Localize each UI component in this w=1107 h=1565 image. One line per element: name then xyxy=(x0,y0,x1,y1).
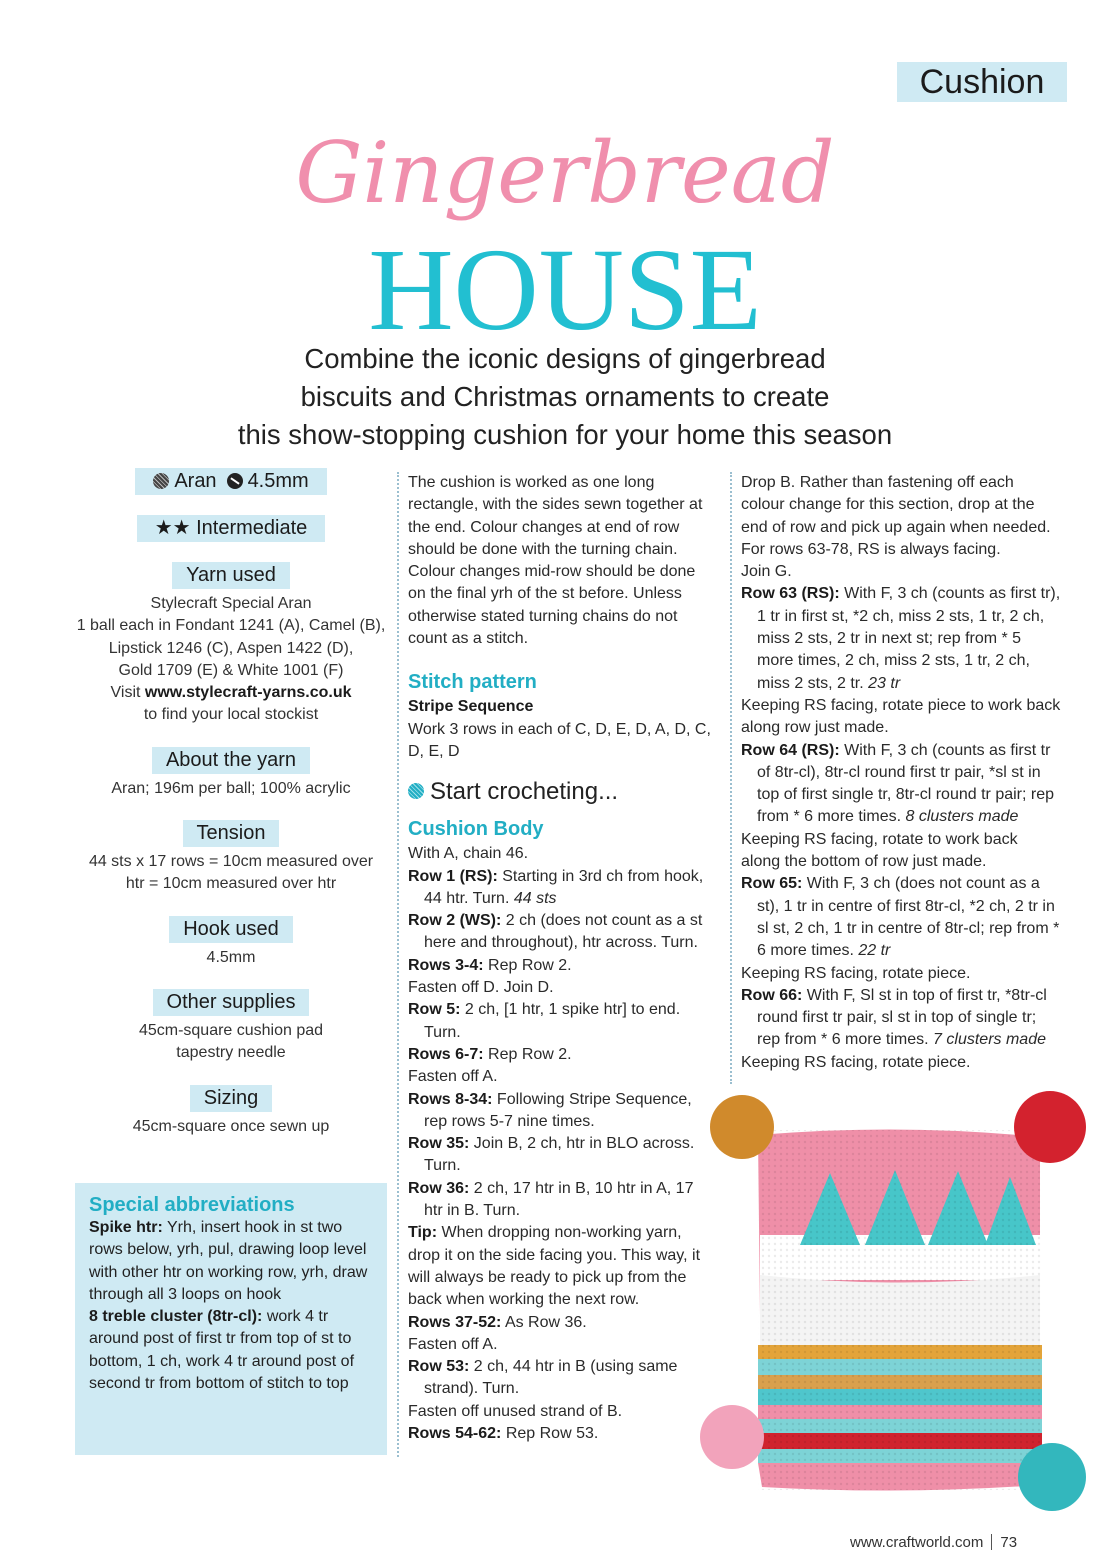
visit-line xyxy=(75,682,387,704)
pattern-intro: The cushion is worked as one long rectangle, with the sides sewn together at the end. Colour changes at end of row should be done with the turning chain. Colour changes mid-row should be done on the final yrh of the st before. Unless otherwise stated turning chains do not count as a stitch. xyxy=(408,474,703,648)
hook-used-section xyxy=(75,916,387,969)
row-text: Rep Row 53. xyxy=(501,1424,599,1442)
row-text: As Row 36. xyxy=(501,1313,587,1331)
abbrev-text: work 4 tr around post of first tr from top of st to bottom, 1 ch, work 4 tr around post of second tr from bottom of stitch to top xyxy=(89,1308,355,1393)
row-label: Row 2 (WS): xyxy=(408,912,502,930)
row-label: Rows 6-7: xyxy=(408,1045,484,1063)
about-yarn-text: Aran; 196m per ball; 100% acrylic xyxy=(111,779,351,797)
row-35 xyxy=(408,1133,713,1178)
visit-prefix: Visit xyxy=(110,684,145,702)
supply-line: tapestry needle xyxy=(176,1044,286,1062)
yarn-line: Lipstick 1246 (C), Aspen 1422 (D), xyxy=(108,639,354,657)
row-text: With F, Sl st in top of first tr, *8tr-cl round first tr pair, sl st in top of single tr; rep from * 6 more times. xyxy=(757,986,1047,1049)
abbreviations-heading: Special abbreviations xyxy=(89,1194,295,1216)
specs-yarn-hook xyxy=(75,468,387,495)
right-column xyxy=(741,472,1061,1074)
middle-column xyxy=(408,472,713,1445)
footer-url[interactable]: www.craftworld.com xyxy=(850,1534,984,1551)
stylecraft-link[interactable]: www.stylecraft-yarns.co.uk xyxy=(144,684,352,702)
row-text: Following Stripe Sequence, rep rows 5-7 nine times. xyxy=(424,1090,692,1130)
rows-6-7 xyxy=(408,1044,713,1066)
stripe-text: Work 3 rows in each of C, D, E, D, A, D, C, D, E, D xyxy=(408,720,711,760)
title-line-1: Gingerbread xyxy=(295,124,835,222)
right-intro: Drop B. Rather than fastening off each colour change for this section, drop at the end of row and pick up again when needed. For rows 63-78, RS is always facing. xyxy=(741,474,1051,558)
row-label: Rows 8-34: xyxy=(408,1090,493,1108)
row-label: Row 65: xyxy=(741,875,803,893)
stitch-pattern-heading: Stitch pattern xyxy=(408,671,537,694)
about-yarn-heading: About the yarn xyxy=(152,747,310,774)
tension-line: htr = 10cm measured over htr xyxy=(125,875,337,893)
stripe-label-text: Stripe Sequence xyxy=(408,698,534,716)
abbrev-label: 8 treble cluster (8tr-cl): xyxy=(89,1308,263,1326)
row-2 xyxy=(408,910,713,955)
start-crocheting xyxy=(408,777,713,807)
rows-54-62 xyxy=(408,1423,713,1445)
footer-divider xyxy=(991,1534,992,1550)
abbrev-cluster xyxy=(89,1306,373,1395)
level-label: Intermediate xyxy=(196,517,308,539)
row-text: With F, 3 ch (does not count as a st), 1 tr in centre of first 8tr-cl, *2 ch, 2 tr in sl st, 2 ch, 1 tr in centre of 8tr-cl; rep from * 6 more times. xyxy=(757,875,1060,960)
row-text: Rep Row 2. xyxy=(483,956,572,974)
intro-line: Combine the iconic designs of gingerbread xyxy=(304,343,826,374)
yarn-line: 1 ball each in Fondant 1241 (A), Camel (B), xyxy=(76,617,386,635)
page-number: 73 xyxy=(1000,1534,1018,1551)
rows-3-4 xyxy=(408,955,713,977)
row-label: Row 35: xyxy=(408,1135,470,1153)
sizing-section xyxy=(75,1085,387,1138)
abbrev-text: Yrh, insert hook in st two rows below, yrh, pul, drawing loop level with other htr on working row, yrh, draw through all 3 loops on hook xyxy=(89,1219,368,1303)
column-divider xyxy=(730,472,732,1084)
yarn-used-section xyxy=(75,562,387,727)
other-supplies-heading: Other supplies xyxy=(153,989,310,1016)
keeping-note: Keeping RS facing, rotate piece. xyxy=(741,964,971,982)
level-pill xyxy=(137,515,326,542)
row-1 xyxy=(408,866,713,911)
hook-size: 4.5mm xyxy=(247,470,309,492)
intro-line: biscuits and Christmas ornaments to create xyxy=(300,381,830,412)
pompom xyxy=(700,1405,764,1469)
row-text: 2 ch, [1 htr, 1 spike htr] to end. Turn. xyxy=(424,1001,681,1041)
intro-text xyxy=(150,340,980,454)
row-note: 8 clusters made xyxy=(905,808,1019,826)
level-block xyxy=(75,515,387,542)
row-36 xyxy=(408,1178,713,1223)
row-note: 7 clusters made xyxy=(933,1031,1046,1049)
row-label: Row 53: xyxy=(408,1358,470,1376)
row-66 xyxy=(741,985,1061,1052)
tip-text: When dropping non-working yarn, drop it on the side facing you. This way, it will always be ready to pick up from the back when working the next row. xyxy=(408,1224,701,1309)
row-text: Join B, 2 ch, htr in BLO across. Turn. xyxy=(424,1135,695,1175)
yarn-weight: Aran xyxy=(174,470,217,492)
specs-pill xyxy=(135,468,326,495)
pompom xyxy=(1014,1091,1086,1163)
tip-label: Tip: xyxy=(408,1224,438,1242)
row-64 xyxy=(741,740,1061,829)
other-supplies-section xyxy=(75,989,387,1065)
page-footer xyxy=(850,1533,1017,1553)
keeping-note: Keeping RS facing, rotate to work back along the bottom of row just made. xyxy=(741,830,1018,871)
row-label: Row 66: xyxy=(741,986,803,1004)
hook-icon xyxy=(227,473,243,489)
row-65 xyxy=(741,873,1061,962)
keeping-note: Keeping RS facing, rotate piece. xyxy=(741,1053,971,1071)
yarn-used-heading: Yarn used xyxy=(172,562,290,589)
supply-line: 45cm-square cushion pad xyxy=(138,1021,324,1039)
row-label: Rows 54-62: xyxy=(408,1424,502,1442)
pompom xyxy=(710,1095,774,1159)
yarn-line: Gold 1709 (E) & White 1001 (F) xyxy=(118,661,344,679)
row-label: Row 64 (RS): xyxy=(741,741,840,759)
abbrev-spike xyxy=(89,1217,373,1306)
intro-line: this show-stopping cushion for your home this season xyxy=(237,419,893,450)
fasten-note: Fasten off A. xyxy=(408,1068,498,1086)
row-label: Row 63 (RS): xyxy=(741,585,840,603)
keeping-note: Keeping RS facing, rotate piece to work back along row just made. xyxy=(741,696,1061,737)
row-label: Row 1 (RS): xyxy=(408,867,498,885)
row-label: Row 36: xyxy=(408,1179,470,1197)
abbreviations-box xyxy=(75,1183,387,1455)
star-icon: ★★ xyxy=(154,517,191,539)
fasten-note: Fasten off A. xyxy=(408,1335,498,1353)
hook-used-heading: Hook used xyxy=(169,916,293,943)
tip xyxy=(408,1222,713,1311)
row-text: With F, 3 ch (counts as first tr of 8tr-cl), 8tr-cl round first tr pair, *sl st in top of first single tr, 8tr-cl round tr pair; rep from * 6 more times. xyxy=(757,741,1055,826)
row-text: 2 ch, 44 htr in B (using same strand). Turn. xyxy=(424,1358,678,1398)
hook-used-text: 4.5mm xyxy=(206,948,256,966)
rows-8-34 xyxy=(408,1089,713,1134)
abbrev-label: Spike htr: xyxy=(89,1219,163,1236)
row-5 xyxy=(408,999,713,1044)
sizing-heading: Sizing xyxy=(190,1085,272,1112)
tension-line: 44 sts x 17 rows = 10cm measured over xyxy=(88,853,374,871)
tension-section xyxy=(75,820,387,896)
row-note: 23 tr xyxy=(868,674,901,692)
sizing-text: 45cm-square once sewn up xyxy=(132,1117,330,1135)
title-line-2: HOUSE xyxy=(368,224,762,355)
row-63 xyxy=(741,583,1061,694)
row-label: Row 5: xyxy=(408,1001,461,1019)
fasten-note: Fasten off D. Join D. xyxy=(408,979,554,997)
row-label: Rows 3-4: xyxy=(408,956,484,974)
yarn-ball-icon xyxy=(408,783,424,799)
cushion-body-heading: Cushion Body xyxy=(408,818,544,841)
row-text: 2 ch (does not count as a st here and throughout), htr across. Turn. xyxy=(424,912,703,952)
column-divider xyxy=(397,472,399,1457)
row-label: Rows 37-52: xyxy=(408,1313,502,1331)
tension-heading: Tension xyxy=(183,820,280,847)
row-text: 2 ch, 17 htr in B, 10 htr in A, 17 htr in B. Turn. xyxy=(424,1179,694,1220)
fasten-note: Fasten off unused strand of B. xyxy=(408,1402,623,1420)
join-note: Join G. xyxy=(741,563,792,581)
row-53 xyxy=(408,1356,713,1401)
left-column xyxy=(75,468,387,1138)
row-text: Starting in 3rd ch from hook, 44 htr. Turn. xyxy=(424,867,704,907)
about-yarn-section xyxy=(75,747,387,800)
rows-37-52 xyxy=(408,1312,713,1334)
cushion-texture xyxy=(758,1130,1042,1490)
pompom xyxy=(1018,1443,1086,1511)
yarn-line: Stylecraft Special Aran xyxy=(150,595,312,612)
cushion-photo xyxy=(700,1085,1100,1525)
start-label: Start crocheting... xyxy=(430,778,619,806)
chain-text: With A, chain 46. xyxy=(408,845,529,863)
stripe-label xyxy=(408,696,713,718)
yarn-ball-icon xyxy=(153,473,169,489)
row-text: With F, 3 ch (counts as first tr), 1 tr in first st, *2 ch, miss 2 sts, 1 tr, 2 ch, miss 2 sts, 2 tr in next st; rep from * 5 more times, 2 ch, miss 2 sts, 1 tr, 2 ch, miss 2 sts, 2 tr. xyxy=(757,585,1061,692)
row-note: 44 sts xyxy=(513,889,557,907)
row-text: Rep Row 2. xyxy=(483,1045,572,1063)
section-tag: Cushion xyxy=(897,62,1067,102)
row-note: 22 tr xyxy=(858,942,891,960)
visit-suffix: to find your local stockist xyxy=(143,706,319,724)
